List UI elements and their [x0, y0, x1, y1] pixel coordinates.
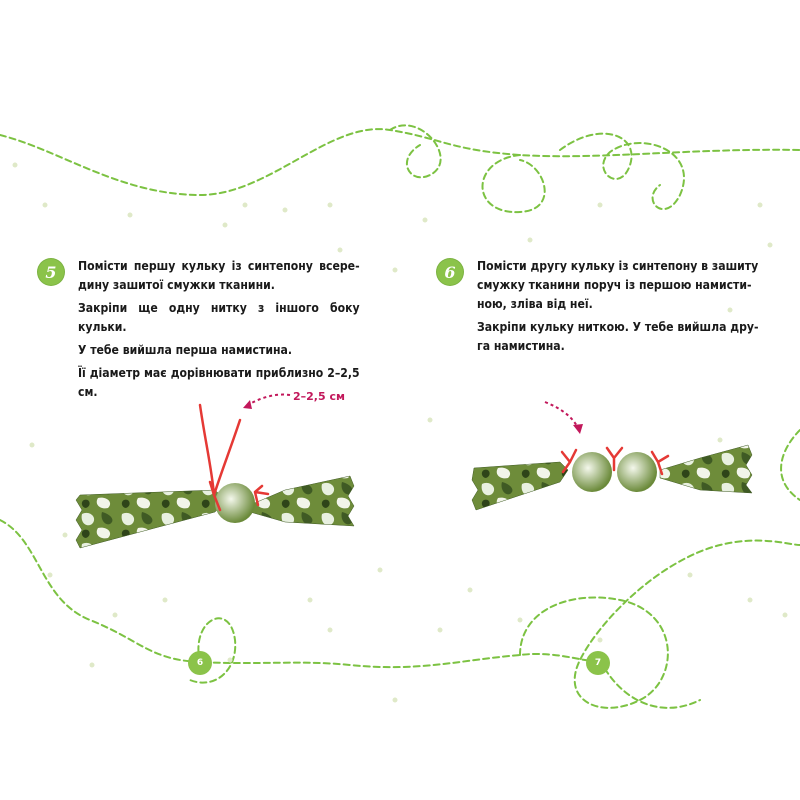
step-number: 5: [45, 262, 57, 282]
page-number-text: 6: [196, 658, 204, 668]
bead-one-second: [617, 452, 657, 492]
page-number-left: [188, 651, 212, 675]
step-5-paragraph-1: Помісти першу кульку із синтепону всере-дину зашитої смужки тканини.: [78, 258, 360, 292]
step-5-paragraph-3: У тебе вийшла перша намистина.: [78, 342, 293, 357]
fabric-strip-right-2: [660, 445, 752, 493]
insert-arrow-head: [573, 424, 583, 434]
bead-size-label: 2–2,5 см: [293, 390, 345, 403]
step-6-paragraph-1: Помісти другу кульку із синтепону в зашиту смужку тканини поруч із першою намисти-ною, зліва від неї.: [477, 258, 759, 311]
step-5-paragraph-2: Закріпи ще одну нитку з іншого боку кульки.: [78, 300, 360, 334]
step-number: 6: [444, 262, 456, 282]
page-number-text: 7: [594, 658, 602, 668]
insert-arrow: [545, 402, 578, 428]
step-5-paragraph-4: Її діаметр має дорівнювати приблизно 2–2,5 см.: [78, 365, 360, 399]
fabric-strip-left-2: [472, 462, 568, 510]
page-number-right: [586, 651, 610, 675]
step-6-paragraph-2: Закріпи кульку ниткою. У тебе вийшла дру-га намистина.: [477, 319, 759, 353]
bead-two: [572, 452, 612, 492]
